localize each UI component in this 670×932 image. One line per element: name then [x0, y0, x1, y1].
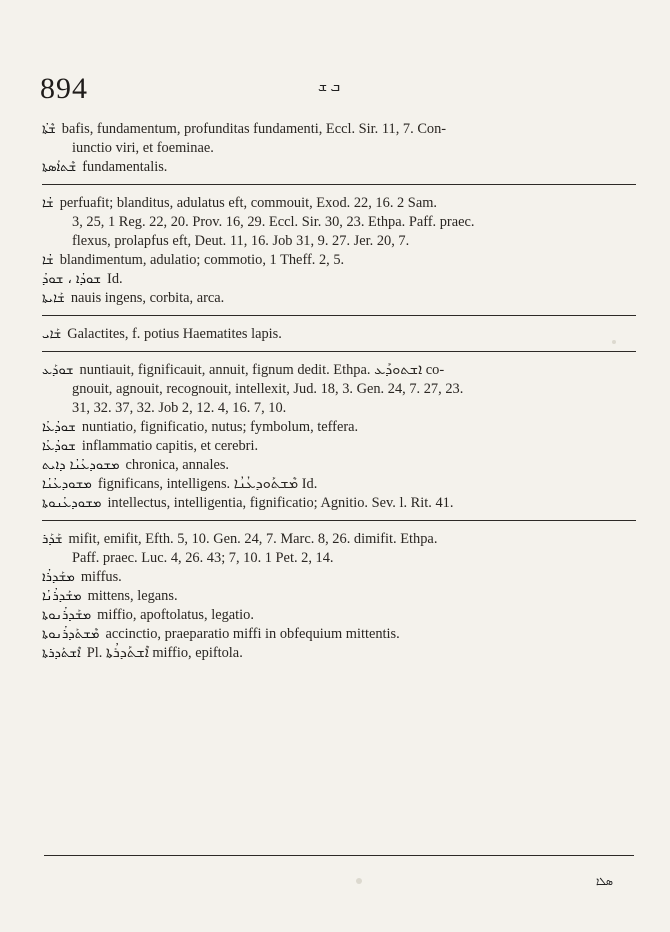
section-rule: [42, 315, 636, 316]
definition-text: Galactites, f. potius Haematites lapis.: [67, 326, 282, 342]
entry-line: [42, 232, 630, 251]
dictionary-entry: [42, 158, 630, 177]
definition-text: inflammatio capitis, et cerebri.: [81, 438, 259, 454]
definition-text: intellectus, intelligentia, fignificatio; Agnitio. Sev. l. Rit. 41.: [107, 495, 454, 511]
definition-text: fignificans, intelligens. ܡܶܫܬܰܘܕܥܳܢܳܐ Id.: [97, 476, 318, 492]
entry-line: [42, 251, 630, 270]
entry-line: [42, 194, 630, 213]
running-head-mark: ܒ ܫ: [318, 80, 341, 95]
syriac-headword: ܫܰܐܝܬܐ: [42, 291, 65, 306]
definition-text: mifit, emifit, Efth. 5, 10. Gen. 24, 7. Marc. 8, 26. dimifit. Ethpa.: [68, 531, 438, 547]
entry-line: [42, 494, 630, 513]
syriac-headword: ܫܘܕܰܥ: [42, 363, 74, 378]
syriac-headword: ܫܘܕܳܥܳܐ: [42, 439, 76, 454]
definition-text: flexus, prolapfus eft, Deut. 11, 16. Job 31, 9. 27. Jer. 20, 7.: [72, 233, 410, 249]
definition-text: gnouit, agnouit, recognouit, intellexit, Jud. 18, 3. Gen. 24, 7. 27, 23.: [72, 381, 464, 397]
dictionary-entry: [42, 437, 630, 456]
syriac-headword: ܫܳܐ: [42, 196, 54, 211]
entry-line: [42, 380, 630, 399]
dictionary-entry: [42, 361, 630, 418]
syriac-headword: ܫܳܐ: [42, 253, 54, 268]
dictionary-entry: [42, 625, 630, 644]
dictionary-entry: [42, 456, 630, 475]
dictionary-entry: [42, 289, 630, 308]
entry-line: [42, 437, 630, 456]
dictionary-entry: [42, 494, 630, 513]
paper-speck: [356, 878, 362, 884]
entry-line: [42, 270, 630, 289]
syriac-headword: ܡܫܘܕܥܳܢܳܐ: [42, 477, 92, 492]
definition-text: miffus.: [80, 569, 122, 585]
syriac-headword: ܫܘܕܳܥܳܐ: [42, 420, 76, 435]
definition-text: chronica, annales.: [125, 457, 230, 473]
syriac-headword: ܡܫܘܕܥܳܢܳܐ ܕܐܝܬ: [42, 458, 120, 473]
section-rule: [42, 184, 636, 185]
entry-line: [42, 289, 630, 308]
definition-text: bafis, fundamentum, profunditas fundamenti, Eccl. Sir. 11, 7. Con-: [61, 121, 447, 137]
dictionary-entry: [42, 194, 630, 251]
dictionary-entry: [42, 475, 630, 494]
entry-line: [42, 625, 630, 644]
entry-line: [42, 587, 630, 606]
entry-line: [42, 213, 630, 232]
syriac-headword: ܡܫܰܕܪܳܢܳܐ: [42, 589, 82, 604]
syriac-headword: ܫܶܬܐܳ: [42, 122, 56, 137]
syriac-headword: ܡܫܰܕܪܳܢܘܬܐ: [42, 608, 92, 623]
catchword: ܣܠܐ: [596, 875, 614, 888]
dictionary-entry: [42, 568, 630, 587]
dictionary-entry: [42, 325, 630, 344]
entry-line: [42, 139, 630, 158]
syriac-headword: ܫܶܬܐܳܣܬܐ: [42, 160, 77, 175]
definition-text: nauis ingens, corbita, arca.: [70, 290, 225, 306]
definition-text: Pl. ܐܶܫܬܰܕܪܳܬܐ miffio, epiftola.: [86, 645, 243, 661]
section-rule: [42, 520, 636, 521]
dictionary-entry: [42, 270, 630, 289]
section-rule: [42, 351, 636, 352]
entry-line: [42, 456, 630, 475]
dictionary-entry: [42, 587, 630, 606]
syriac-headword: ܫܘܕܳܐ ، ܫܘܕܳ: [42, 272, 102, 287]
dictionary-entry: [42, 606, 630, 625]
definition-text: perfuafit; blanditus, adulatus eft, commouit, Exod. 22, 16. 2 Sam.: [59, 195, 437, 211]
dictionary-entry: [42, 644, 630, 663]
definition-text: accinctio, praeparatio miffi in obfequium mittentis.: [105, 626, 400, 642]
entry-line: [42, 120, 630, 139]
definition-text: fundamentalis.: [82, 159, 168, 175]
definition-text: iunctio viri, et foeminae.: [72, 140, 214, 156]
definition-text: 31, 32. 37, 32. Job 2, 12. 4, 16. 7, 10.: [72, 400, 287, 416]
syriac-headword: ܫܰܕܰܪ: [42, 532, 63, 547]
definition-text: miffio, apoftolatus, legatio.: [97, 607, 254, 623]
entry-line: [42, 325, 630, 344]
entry-line: [42, 568, 630, 587]
syriac-headword: ܡܶܫܬܰܕܪܳܢܘܬܐ: [42, 627, 100, 642]
dictionary-entry: [42, 530, 630, 568]
entry-line: [42, 418, 630, 437]
entry-line: [42, 606, 630, 625]
entry-line: [42, 158, 630, 177]
entry-line: [42, 530, 630, 549]
entry-line: [42, 361, 630, 380]
dictionary-entry: [42, 418, 630, 437]
paper-speck: [612, 340, 616, 344]
syriac-headword: ܫܰܐܝ: [42, 327, 62, 342]
entry-line: [42, 644, 630, 663]
syriac-headword: ܐܶܫܬܰܕܪܬܐ: [42, 646, 81, 661]
syriac-headword: ܡܫܘܕܥܳܢܘܬܐ: [42, 496, 102, 511]
entry-line: [42, 549, 630, 568]
page-number: 894: [40, 72, 88, 105]
entries-column: [42, 120, 630, 663]
definition-text: mittens, legans.: [87, 588, 178, 604]
definition-text: nuntiauit, fignificauit, annuit, fignum dedit. Ethpa. ܐܫܬܘܕܰܥ co-: [79, 362, 445, 378]
definition-text: Paff. praec. Luc. 4, 26. 43; 7, 10. 1 Pet. 2, 14.: [72, 550, 334, 566]
definition-text: 3, 25, 1 Reg. 22, 20. Prov. 16, 29. Eccl. Sir. 30, 23. Ethpa. Paff. praec.: [72, 214, 475, 230]
footer-rule: [44, 855, 634, 856]
definition-text: nuntiatio, fignificatio, nutus; fymbolum, teffera.: [81, 419, 359, 435]
entry-line: [42, 399, 630, 418]
dictionary-entry: [42, 251, 630, 270]
entry-line: [42, 475, 630, 494]
syriac-headword: ܡܫܰܕܪܳܐ: [42, 570, 75, 585]
definition-text: Id.: [107, 271, 123, 287]
definition-text: blandimentum, adulatio; commotio, 1 Theff. 2, 5.: [59, 252, 345, 268]
dictionary-entry: [42, 120, 630, 158]
